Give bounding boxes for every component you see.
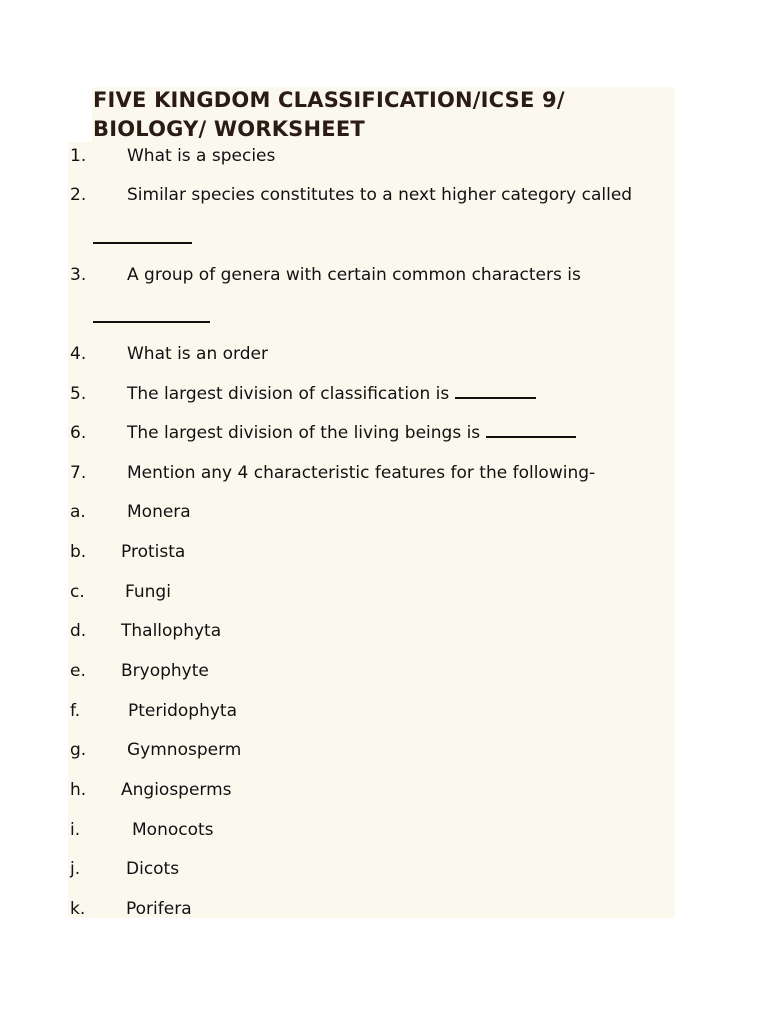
question-text: Mention any 4 characteristic features for the following- (127, 463, 596, 483)
question-number: 7. (70, 463, 87, 483)
answer-blank-3 (93, 321, 210, 323)
question-number: 6. (70, 423, 87, 443)
question-text (127, 422, 576, 444)
sub-item-letter: i. (70, 820, 81, 840)
question-number: 1. (70, 146, 87, 166)
question-number: 4. (70, 344, 87, 364)
question-text: Similar species constitutes to a next higher category called (127, 185, 633, 205)
question-text: What is an order (127, 344, 268, 364)
page-title (93, 86, 673, 144)
sub-item-text: Fungi (125, 582, 171, 602)
question-text-body: The largest division of classification is (127, 384, 450, 404)
title-line-1: FIVE KINGDOM CLASSIFICATION/ICSE 9/ (93, 88, 565, 112)
sub-item-text: Monera (127, 502, 191, 522)
sub-item-text: Thallophyta (121, 621, 222, 641)
sub-item-letter: e. (70, 661, 86, 681)
answer-blank-2 (93, 242, 192, 244)
question-text: What is a species (127, 146, 276, 166)
sub-item-letter: b. (70, 542, 87, 562)
sub-item-text: Angiosperms (121, 780, 232, 800)
sub-item-letter: k. (70, 899, 86, 919)
sub-item-letter: f. (70, 701, 81, 721)
sub-item-letter: j. (70, 859, 81, 879)
sub-item-text: Gymnosperm (127, 740, 242, 760)
sub-item-letter: h. (70, 780, 87, 800)
question-text-body: The largest division of the living beings is (127, 423, 481, 443)
sub-item-letter: a. (70, 502, 86, 522)
sub-item-text: Bryophyte (121, 661, 209, 681)
sub-item-letter: g. (70, 740, 87, 760)
question-number: 2. (70, 185, 87, 205)
sub-item-text: Protista (121, 542, 186, 562)
sub-item-letter: d. (70, 621, 87, 641)
question-text (127, 383, 536, 405)
sub-item-text: Monocots (132, 820, 214, 840)
answer-blank-6 (486, 436, 576, 438)
title-line-2: BIOLOGY/ WORKSHEET (93, 117, 365, 141)
question-number: 3. (70, 265, 87, 285)
question-text: A group of genera with certain common characters is (127, 265, 581, 285)
sub-item-text: Porifera (126, 899, 192, 919)
content-background (68, 142, 675, 918)
answer-blank-5 (455, 397, 536, 399)
sub-item-text: Dicots (126, 859, 180, 879)
sub-item-letter: c. (70, 582, 85, 602)
sub-item-text: Pteridophyta (128, 701, 237, 721)
question-number: 5. (70, 384, 87, 404)
